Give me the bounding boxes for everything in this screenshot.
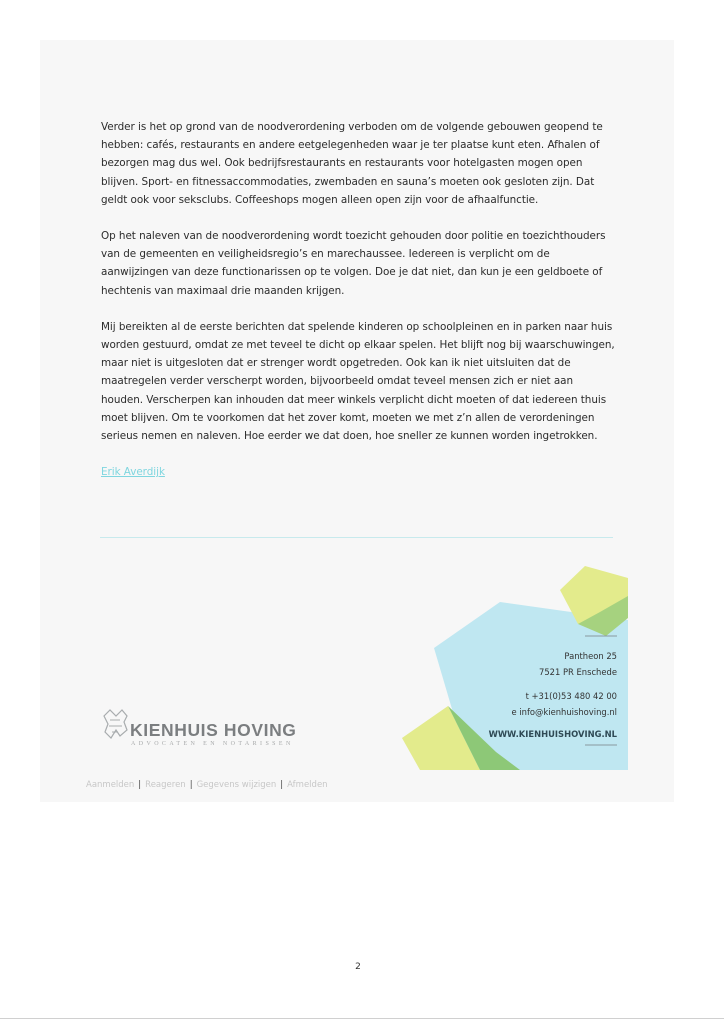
nav-gegevens-wijzigen[interactable]: Gegevens wijzigen [196, 780, 277, 790]
footer-nav [86, 780, 328, 790]
nav-aanmelden[interactable]: Aanmelden [86, 780, 135, 790]
website-link[interactable]: WWW.KIENHUISHOVING.NL [488, 729, 617, 739]
signature-link[interactable]: Erik Averdijk [101, 466, 165, 479]
email-address[interactable]: e info@kienhuishoving.nl [511, 707, 617, 717]
nav-separator: | [280, 780, 284, 790]
address-line-2: 7521 PR Enschede [538, 667, 617, 677]
nav-separator: | [189, 780, 193, 790]
nav-reageren[interactable]: Reageren [145, 780, 186, 790]
kienhuis-hoving-logo-icon [100, 706, 130, 746]
logo-tagline: ADVOCATEN EN NOTARISSEN [131, 741, 294, 747]
page-number: 2 [355, 962, 361, 972]
phone-number: t +31(0)53 480 42 00 [525, 691, 617, 701]
paragraph-enforcement: Op het naleven van de noodverordening wordt toezicht gehouden door politie en toezichthouders van de gemeenten en veiligheidsregio’s en marechaussee. Iedereen is verplicht om de aanwijzingen van deze functionarissen op te volgen. Doe je dat niet, dan kun je een geldboete of hechtenis van maximaal drie maanden krijgen. [101, 230, 606, 297]
paragraph-warnings: Mij bereikten al de eerste berichten dat spelende kinderen op schoolpleinen en in parken naar huis worden gestuurd, omdat ze met teveel te dicht op elkaar spelen. Het blijft nog bij waarschuwingen, maar niet is uitgesloten dat er strenger wordt opgetreden. Ook kan ik niet uitsluiten dat de maatregelen verder verscherpt worden, bijvoorbeeld omdat teveel mensen zich er niet aan houden. Verscherpen kan inhouden dat meer winkels verplicht dicht moeten of dat iedereen thuis moet blijven. Om te voorkomen dat het zover komt, moeten we met z’n allen de verordeningen serieus nemen en naleven. Hoe eerder we dat doen, hoe sneller ze kunnen worden ingetrokken. [101, 320, 615, 443]
logo-wordmark: KIENHUIS HOVING [130, 720, 297, 740]
paragraph-closures: Verder is het op grond van de noodverordening verboden om de volgende gebouwen geopend te hebben: cafés, restaurants en andere eetgelegenheden waar je ter plaatse kunt eten. Afhalen of bezorgen mag dus wel. Ook bedrijfsrestaurants en restaurants voor hotelgasten mogen open blijven. Sport- en fitnessaccommodaties, zwembaden en sauna’s moeten ook gesloten zijn. Dat geldt ook voor seksclubs. Coffeeshops mogen alleen open zijn voor de afhaalfunctie. [101, 121, 603, 206]
contact-block [470, 648, 617, 742]
nav-afmelden[interactable]: Afmelden [287, 780, 328, 790]
bottom-rule [0, 1018, 724, 1019]
address-line-1: Pantheon 25 [564, 651, 617, 661]
nav-separator: | [138, 780, 142, 790]
